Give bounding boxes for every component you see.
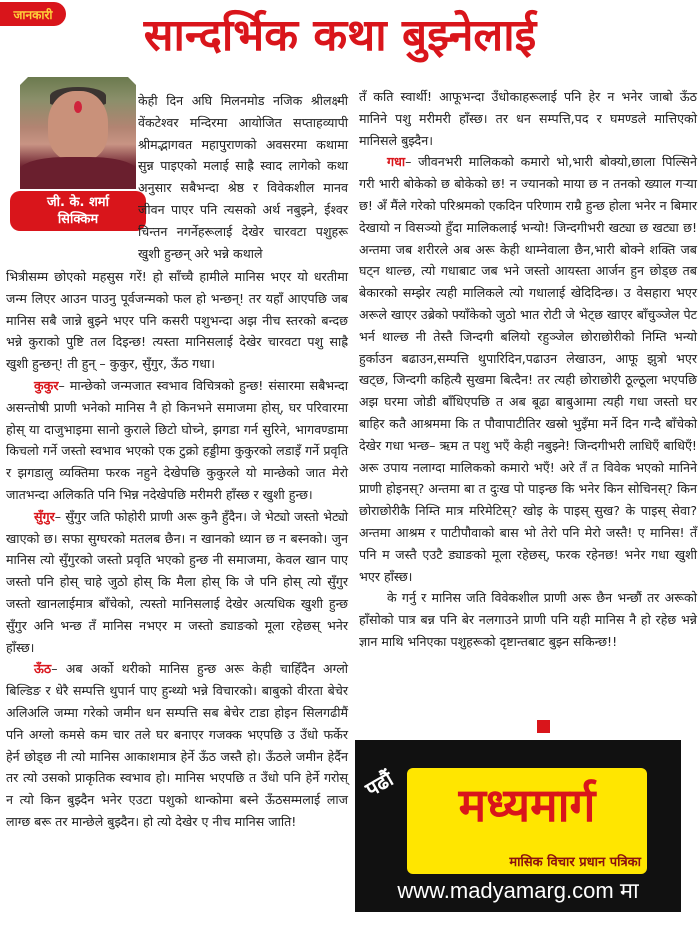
gadha-paragraph <box>359 151 697 587</box>
ad-brand-name: मध्यमार्ग <box>458 778 596 832</box>
unth-text: – अब अर्को थरीको मानिस हुन्छ अरू केही चाहिँदैन अग्लो बिल्डिङ र धेरै सम्पत्ति थुपार्न पाए हुन्थ्यो भन्ने विचारको। बाबुको वीरता बेचेर अलिअलि जम्मा गरेको जमीन धन सम्पत्ति सब बेचेर टाडा होइन सिलगढीमैं पनि अग्लो कमसे कम चार तले घर बनाएर गजक्क भएपछि उ उँधो फर्केर हेर्न छोड्छ नी त्यो मानिस आकाशमात्र हेर्ने ऊँठ जस्तै हो। ऊँठले जमीन हेर्दैन तर त्यो उसको प्राकृतिक स्वभाव हो। मानिस भएपछि त उँधो पनि हेर्ने गरोस् न त्यो किन बुझ्दैन भनेर एउटा पशुको थान्कोमा बस्ने ऊँठसम्मलाई लाज लाग्छ बरू तर मान्छेले बुझ्दैन। हो त्यो देखेर ए नीच मानिस जाति! <box>6 661 348 829</box>
unth-continued: तँ कति स्वार्थी! आफूभन्दा उँधोकाहरूलाई पनि हेर न भनेर जाबो ऊँठ मानिने पशु मरीमरी हाँस्छ। तर धन सम्पत्ति,पद र घमण्डले मात्तिएको मानिसले बुझ्दैन। <box>359 89 697 148</box>
author-location: सिक्किम <box>57 212 99 227</box>
ad-website-link[interactable]: www.madyamarg.com मा <box>397 878 639 903</box>
end-of-article-mark <box>537 720 550 733</box>
gadha-text: – जीवनभरी मालिकको कमारो भो,भारी बोक्यो,छाला पिल्सिने गरी भारी बोकेको छ बोकेको छ! न ज्यानको माया छ न तनको ख्याल गर्‍या छ! अँ मैंले गरेको परिश्रमको एकदिन परिणाम राम्रै हुन्छ होला भनेर न बिमार देखायो न विसञ्यो हुँदा मालिकलाई भन्यो! जिन्दगीभरी खट्या छ खट्या छ! अन्तमा जब शरीरले अब अरू केही थाम्नेवाला छैन,भारी बोक्ने शक्ति जब घट्न थाल्छ, त्यो गधाबाट जब भने जस्तो आयस्ता आर्जन हुन छोड्छ तब बेकारको सम्झेर त्यही मालिकले त्यो गधालाई खेदिदिन्छ। उ वेसहारा भएर अरूले खाएर उब्रेको फ्याँकेको जुठो भात रोटी जे भेट्छ खाएर बाँचुञ्जेल पेट भर्न थाल्छ नी तेस्तै जिन्दगी बलियो रहुञ्जेल छोराछोरीको निम्ति भन्यो हुर्काउन बढाउन,सम्पत्ति थुपारिदिन,पढाउन लेखाउन, आफू झुत्रो भएर खट्छ, जिन्दगी कहित्यै सुखमा बित्दैन! तर त्यही छोराछोरी ठूल्ठूला भएपछि अझ घरमा जोडी बाँधिएपछि त अब बूढा बाबुआमा त्यही गधा जस्तो घर बाहिर कतै आश्रममा कि त पौवापाटीतिर खस्रो भुइँमा मर्ने दिन गन्दै बाँचेको देखेर गधा भन्छ– ऋम त पशु भएँ केही नबुझ्ने! जिन्दगीभरी लाधिएँ बाधिएँ! अरू उपाय नलाग्दा मालिकको कमारो भएँ! अरे तँ त विवेक भएको मानिने प्राणी होइनस्? अन्तमा बा त दुःख पो पाइन्छ कि भनेर किन सोचिनस्? किन छोराछोरीकै निम्ति मात्र मरिमेटिस्? खोइ के पाइस् सुख? के पाइस् सेवा? अन्तमा आश्रम र पाटीपौवाको बास भो तेरो पनि मेरो जस्तै! ए मानिस! तँ पनि म जस्तै एउटै ड्याङको मूला रहेछस्, फरक रहेनछ! भनेर गधा खुशी भएर हाँस्छ। <box>359 154 697 584</box>
ad-brand-box <box>407 768 647 874</box>
author-byline <box>10 191 146 231</box>
author-name: जी. के. शर्मा <box>47 195 109 210</box>
gadha-label: गधा <box>387 154 406 170</box>
kukur-paragraph <box>6 375 348 506</box>
article-left-column <box>6 266 348 833</box>
sungur-text: – सुँगुर जति फोहोरी प्राणी अरू कुनै हुँदैन। जे भेट्यो जस्तो भेट्यो खाएको छ। सफा सुग्घरको मतलब छैन। न खानको ध्यान छ न बस्नको। जुन मानिस त्यो सुँगुरको जस्तो प्रवृति भएको हुन्छ नी समाजमा, केवल खान पाए जस्तो पनि होस् चाहे जुठो होस् कि मैला होस् कि जे पनि होस् त्यो सुँगुर जस्तो खानलाईमात्र बाँचेको, त्यस्तो मानिसलाई देखेर अत्यधिक खुशी हुन्छ सुँगुर अनि भन्छ तँ मानिस नभएर म जस्तो ड्याङको मूला रहेछस् भनेर हाँस्छ। <box>6 508 348 655</box>
conclusion-paragraph: के गर्नु र मानिस जति विवेकशील प्राणी अरू छैन भन्छौं तर अरूको हाँसोको पात्र बन्न पनि बेर नलगाउने प्राणी पनि यही मानिस नै हो रहेछ भन्ने ज्ञान माथि भनिएका पशुहरूको दृष्टान्तबाट बुझ्न सकिन्छ!! <box>359 590 697 649</box>
headline: सान्दर्भिक कथा बुझ्नेलाई <box>143 10 537 61</box>
unth-label: ऊँठ <box>34 661 52 677</box>
intro-continued: भित्रीसम्म छोएको महसुस गरें! हो साँच्चै हामीले मानिस भएर यो धरतीमा जन्म लिएर आउन पाउनु पूर्वजन्मको फल हो भन्छन्! तर यहाँ आएपछि जब मानिस सबै जान्ने बुझ्ने भएर पनि कसरी पशुभन्दा अझ नीच स्तरको बन्दछ भन्ने कुराको पुष्टि तल दिइन्छ! त्यस्ता मानिसलाई देखेर चारवटा पशु साह्रै खुशी हुन्छन्! ती हुन् – कुकुर, सुँगुर, ऊँठ गधा। <box>6 269 348 372</box>
intro-paragraph: केही दिन अघि मिलनमोड नजिक श्रीलक्ष्मी वेंकटेश्वर मन्दिरमा आयोजित सप्ताहव्यापी श्रीमद्भागवत महापुराणको अवसरमा कथामा सुन्न पाइएको मलाई साह्रै स्वाद लागेको कथा अनुसार सबैभन्दा श्रेष्ठ र विवेकशील मानव जीवन पाएर पनि त्यसको अर्थ नबुझ्ने, ईश्वर चिन्तन नगर्नेहरूलाई देखेर चारवटा पशुहरू खुशी हुन्छन् अरे भन्ने कथाले <box>138 93 348 261</box>
kukur-text: – मान्छेको जन्मजात स्वभाव विचित्रको हुन्छ! संसारमा सबैभन्दा असन्तोषी प्राणी भनेको मानिस नै हो किनभने समाजमा होस्, घर परिवारमा होस् या दाजुभाइमा सानो कुराले छिटो घोच्ने, झगडा गर्न सुरिने, भागवण्डामा किचलो गर्ने जस्तो स्वभाव भएको एक टुक्रो हड्डीमा कुकुरको लडाइँ गर्ने प्रवृति र झगडालु व्यक्तिमा फरक नहुने देखेपछि कुकुरले यो मान्छेको जात मेरो जातभन्दा अलिकति पनि भिन्न नदेखेपछि मरीमरी हाँस्छ र खुशी हुन्छ। <box>6 377 348 502</box>
author-photo <box>20 77 136 189</box>
photo-tika <box>74 101 82 113</box>
ad-read-label: पढौं <box>361 766 398 802</box>
sungur-paragraph <box>6 506 348 659</box>
kukur-label: कुकुर <box>34 377 59 393</box>
unth-paragraph <box>6 658 348 832</box>
article-right-column <box>359 86 697 653</box>
ad-tagline: मासिक विचार प्रधान पत्रिका <box>509 855 641 870</box>
advertisement-banner[interactable] <box>355 740 681 912</box>
article-intro <box>138 90 348 264</box>
sungur-label: सुँगुर <box>34 508 55 524</box>
photo-jacket <box>20 157 136 189</box>
section-tag: जानकारी <box>0 2 66 26</box>
